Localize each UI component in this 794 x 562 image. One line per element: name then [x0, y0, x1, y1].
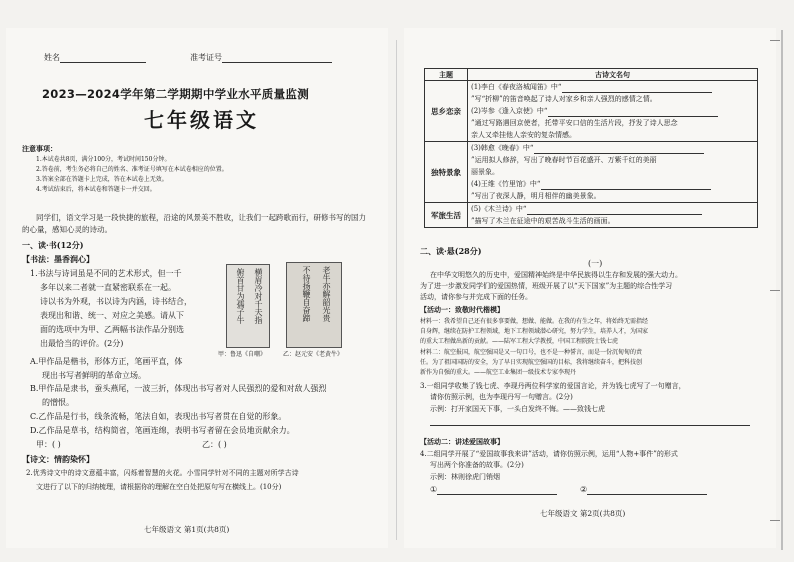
s2-intro-line: 活动，请你参与并完成下面的任务。	[420, 293, 532, 301]
name-label: 姓名	[44, 53, 60, 62]
edge-tick	[770, 520, 780, 521]
poem-prompt: (5)《木兰诗》中“	[471, 205, 527, 213]
s2-intro-line: 在中华文明悠久的历史中，爱国精神始终是中华民族得以生存和发展的强大动力。	[430, 271, 682, 279]
table-row	[425, 81, 758, 142]
poem-line: ”写出了夜深人静，明月相伴的幽美景象。	[471, 192, 601, 200]
page-divider	[396, 40, 397, 540]
poem-line: ”写“折柳”的笛音唤起了诗人对家乡和亲人强烈的感情之情。	[471, 95, 657, 103]
material1-line: 材料一：我希望自己还有很多事要做，想做、能做。在我的有生之年，将始终无需指经	[420, 318, 649, 325]
poem-line: ”运用拟人修辞，写出了晚春时节百花盛开、万紫千红的美丽	[471, 156, 657, 164]
answer-blank[interactable]	[587, 486, 707, 495]
note-item: 2.答卷前，考生务必将自己的姓名、准考证号填写在本试卷相应的位置。	[36, 166, 228, 173]
theme-cell: 独特景象	[425, 142, 468, 203]
calligraphy-jia-image	[226, 264, 270, 348]
activity2-heading: 【活动二：讲述爱国故事】	[420, 437, 504, 446]
option-b: B.甲作品是隶书，蚕头燕尾，一波三折，体现出书写者对人民强烈的爱和对敌人强烈	[30, 384, 327, 393]
calligraphy-column: 老牛亦解韶光贵	[322, 266, 331, 322]
poem-line: 亲人又牵挂他人亲安的复杂情感。	[471, 131, 576, 139]
table-row	[425, 142, 758, 203]
poem-table	[424, 68, 758, 228]
poem-line: ”通过写路遇回京使者，托带平安口信的生活片段，抒发了诗人思念	[471, 119, 678, 127]
poem-line	[471, 203, 754, 215]
note-item: 1.本试卷共8页，满分100分，考试时间150分钟。	[36, 156, 171, 163]
answer-blank[interactable]	[548, 108, 718, 117]
q3-line: 请你仿照示例，也为李现丹写一句赠言。(2分)	[430, 393, 573, 401]
section1-sub-poetry: 【诗文：情韵染怀】	[22, 454, 94, 464]
ticket-label: 准考证号	[190, 53, 222, 62]
q3-example: 示例：打开家国天下事，一头白发终不悔。——致钱七虎	[430, 405, 605, 413]
page-footer-1: 七年级语文 第1页(共8页)	[144, 525, 230, 534]
q1-line: 出最恰当的评价。(2分)	[40, 339, 124, 348]
intro-text: 同学们，语文学习是一段快捷的旅程，沿途的风景美不胜收，让我们一起跨歌而行，研修书写的国力的心量，感知心灵的诗动。	[22, 213, 366, 234]
section2-part-label: (一)	[588, 259, 603, 268]
option-a-cont: 现出书写者鲜明的革命立场。	[42, 371, 146, 380]
poem-line: 丽景象。	[471, 168, 499, 176]
edge-tick	[770, 40, 780, 41]
q4-line: 4.二组同学开展了“爱国故事我来讲”活动，请你仿照示例，运用“人物+事件”的形式	[420, 450, 678, 458]
material1-line: 的重大工程做出新的贡献。——陆军工程大学教授，中国工程院院士钱七虎	[420, 338, 619, 345]
blank-number: ②	[580, 485, 588, 494]
q4-example: 示例：林则徐虎门销烟	[430, 473, 500, 481]
name-blank	[60, 54, 146, 63]
name-field	[44, 52, 146, 63]
answer-blank[interactable]	[541, 181, 711, 190]
poem-line	[471, 178, 754, 190]
q1-line: 表现出和谐、统一、对应之美感。请从下	[40, 311, 184, 320]
note-item: 3.答案全部在答题卡上完成，答在本试卷上无效。	[36, 176, 168, 183]
poem-prompt: (3)韩愈《晚春》中“	[471, 144, 534, 152]
answer-blank[interactable]	[562, 84, 712, 93]
answer-jia[interactable]: 甲：( )	[36, 440, 61, 449]
section1-sub-calligraphy: 【书法：墨香润心】	[22, 254, 94, 264]
material2-line: 任。为了祖国国防的安全，为了早日实现航空强国的目标，我将继续奋斗，把科技创	[420, 359, 643, 366]
activity1-heading: 【活动一：致敬时代楷模】	[420, 305, 504, 314]
caption-yi: 乙：赵元安《老黄牛》	[283, 351, 344, 358]
poem-line	[471, 105, 754, 117]
calligraphy-column: 俯首甘为孺子牛	[236, 268, 245, 324]
lines-cell	[468, 142, 758, 203]
q4-line: 写出两个你准备的故事。(2分)	[430, 461, 524, 469]
option-d: D.乙作品是草书，结构简省，笔画连绵，表明书写者留在会员地贡献余力。	[30, 426, 295, 435]
paper-edge	[781, 30, 783, 550]
table-row	[425, 203, 758, 228]
section1-heading: 一、读·书(12分)	[22, 240, 84, 250]
q3-line: 3.一组同学收集了钱七虎、李现丹两位科学家的爱国言论，并为钱七虎写了一句赠言，	[420, 382, 686, 390]
answer-yi[interactable]: 乙：( )	[202, 440, 227, 449]
notes-heading: 注意事项：	[22, 144, 57, 153]
option-c: C.乙作品是行书，线条流畅，笔法自如，表现出书写者贯在自觉的形象。	[30, 412, 287, 421]
exam-subject: 七年级语文	[144, 108, 259, 132]
material2-line: 新作为自强的重大。——航空工业集团一级技术专家李现丹	[420, 369, 577, 376]
section2-heading: 二、读·悬(28分)	[420, 246, 482, 256]
poem-line: ”描写了木兰在征途中的艰苦战斗生活的画面。	[471, 217, 615, 225]
table-header-row	[425, 69, 758, 81]
poem-line	[471, 142, 754, 154]
q1-line: 多年以来二者就一直紧密联系在一起。	[40, 283, 176, 292]
calligraphy-yi-image	[286, 262, 342, 348]
poem-prompt: (1)李白《春夜洛城闻笛》中“	[471, 83, 562, 91]
ticket-blank	[222, 54, 332, 63]
option-b-cont: 的憎恨。	[42, 398, 74, 407]
caption-jia: 甲：鲁迅《自嘲》	[218, 351, 267, 358]
calligraphy-column: 横眉冷对千夫指	[254, 268, 263, 324]
note-item: 4.考试结束后，将本试卷和答题卡一并交回。	[36, 186, 156, 193]
q2-line: 2.优秀诗文中的诗文意蕴丰富，闪烁着智慧的火花。小雪同学针对不同的主题对所学古诗	[26, 469, 299, 477]
material2-line: 材料二：航空报国，航空强国是又一句口号，也不是一种誓言，而是一份沉甸甸的责	[420, 349, 643, 356]
theme-cell: 军旅生活	[425, 203, 468, 228]
q2-line: 文进行了以下的归纳梳理，请根据你的理解在空白处把原句写在横线上。(10分)	[36, 483, 282, 491]
ticket-field	[190, 52, 332, 63]
theme-cell: 思乡恋亲	[425, 81, 468, 142]
answer-blank[interactable]	[534, 145, 704, 154]
blank-number: ①	[430, 485, 438, 494]
q4-blank-2[interactable]	[580, 484, 707, 495]
q4-blank-1[interactable]	[430, 484, 557, 495]
q3-answer-line[interactable]	[430, 425, 750, 426]
option-a: A.甲作品是楷书，形体方正，笔画平直，体	[30, 357, 183, 366]
q1-line: 1.书法与诗词虽是不同的艺术形式，但一千	[30, 269, 182, 278]
answer-blank[interactable]	[527, 206, 702, 215]
material1-line: 自身辉，继续在防护工程领域，地下工程领域潜心研究，努力学生，培养人才，为国家	[420, 328, 649, 335]
page-footer-2: 七年级语文 第2页(共8页)	[540, 509, 626, 518]
lines-cell	[468, 203, 758, 228]
poem-line	[471, 81, 754, 93]
exam-title: 2023—2024学年第二学期期中学业水平质量监测	[42, 87, 310, 101]
q1-line: 诗以书为外观，书以诗为内涵，诗书结合，	[40, 297, 192, 306]
poem-prompt: (4)王维《竹里馆》中“	[471, 180, 541, 188]
poem-prompt: (2)岑参《逢入京使》中“	[471, 107, 548, 115]
table-header-lines: 古诗文名句	[468, 69, 758, 81]
lines-cell	[468, 81, 758, 142]
calligraphy-column: 不待扬鞭自奋蹄	[302, 266, 311, 322]
edge-tick	[770, 290, 780, 291]
answer-blank[interactable]	[437, 486, 557, 495]
table-header-theme: 主题	[425, 69, 468, 81]
q1-line: 面的选项中为甲、乙两幅书法作品分别选	[40, 325, 184, 334]
s2-intro-line: 为了进一步激发同学们的爱国热情，班级开展了以“天下国家”为主题的综合性学习	[420, 282, 673, 290]
